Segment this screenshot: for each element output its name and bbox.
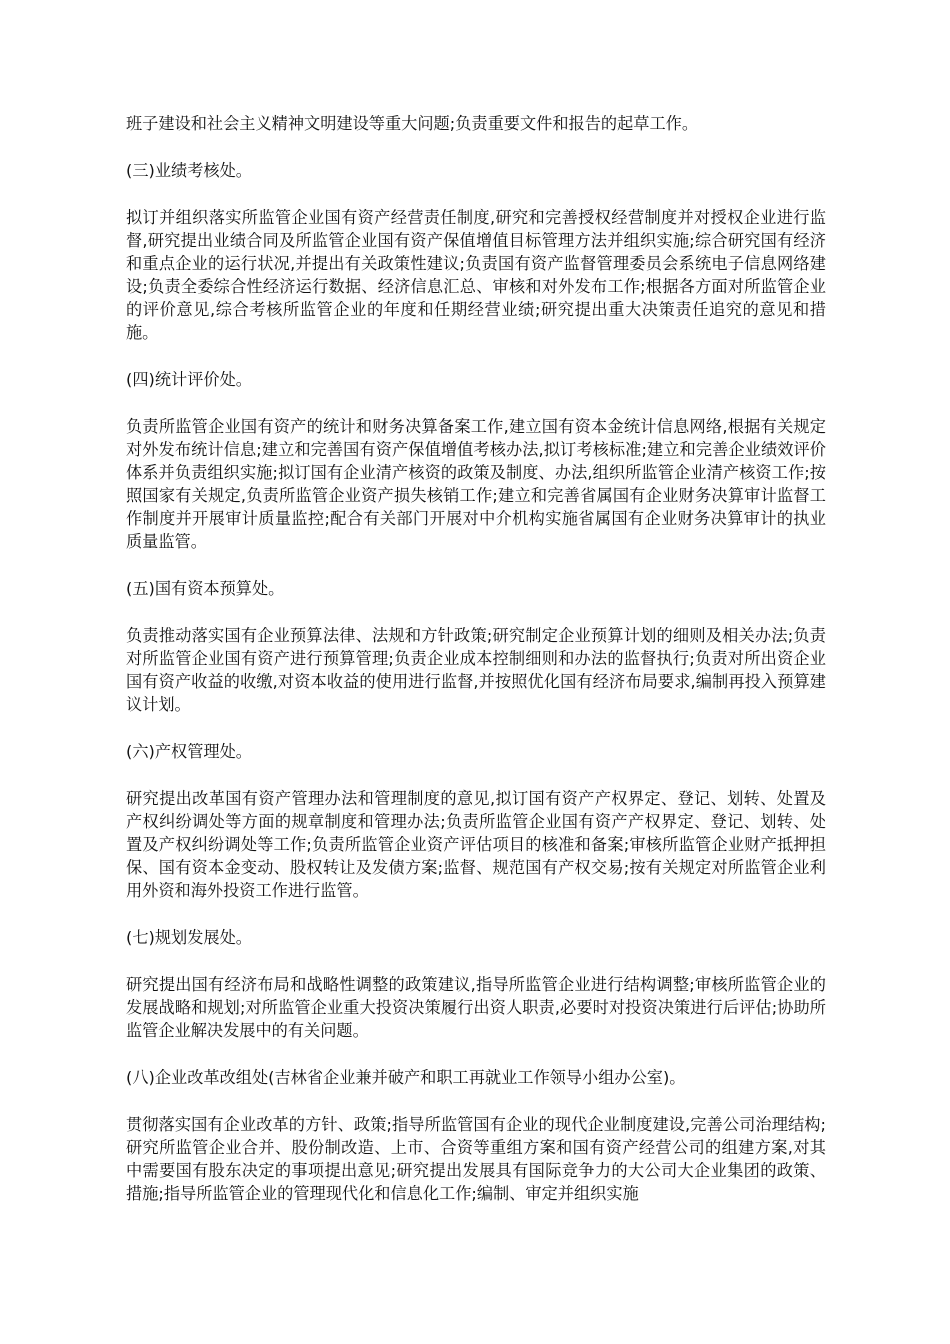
section-body-performance: 拟订并组织落实所监管企业国有资产经营责任制度,研究和完善授权经营制度并对授权企业进行监督,研究提出业绩合同及所监管企业国有资产保值增值目标管理方法并组织实施;综合研究国有经济和重点企业的运行状况,并提出有关政策性建议;负责国有资产监督管理委员会系统电子信息网络建设;负责全委综合性经济运行数据、经济信息汇总、审核和对外发布工作;根据各方面对所监管企业的评价意见,综合考核所监管企业的年度和任期经营业绩;研究提出重大决策责任追究的意见和措施。 <box>126 208 826 342</box>
section-heading-property-rights: (六)产权管理处。 <box>126 742 252 761</box>
section-body-planning: 研究提出国有经济布局和战略性调整的政策建议,指导所监管企业进行结构调整;审核所监管企业的发展战略和规划;对所监管企业重大投资决策履行出资人职责,必要时对投资决策进行后评估;协助所监管企业解决发展中的有关问题。 <box>126 975 826 1040</box>
section-heading-budget: (五)国有资本预算处。 <box>126 579 285 598</box>
section-body-reform: 贯彻落实国有企业改革的方针、政策;指导所监管国有企业的现代企业制度建设,完善公司治理结构;研究所监管企业合并、股份制改造、上市、合资等重组方案和国有资产经营公司的组建方案,对其中需要国有股东决定的事项提出意见;研究提出发展具有国际竞争力的大公司大企业集团的政策、措施;指导所监管企业的管理现代化和信息化工作;编制、审定并组织实施 <box>126 1115 826 1203</box>
section-body-property-rights: 研究提出改革国有资产管理办法和管理制度的意见,拟订国有资产产权界定、登记、划转、处置及产权纠纷调处等方面的规章制度和管理办法;负责所监管企业国有资产产权界定、登记、划转、处置及产权纠纷调处等工作;负责所监管企业资产评估项目的核准和备案;审核所监管企业财产抵押担保、国有资本金变动、股权转让及发债方案;监督、规范国有产权交易;按有关规定对所监管企业利用外资和海外投资工作进行监管。 <box>126 789 826 900</box>
document-page <box>126 112 826 1229</box>
section-heading-planning: (七)规划发展处。 <box>126 928 252 947</box>
section-body-budget: 负责推动落实国有企业预算法律、法规和方针政策;研究制定企业预算计划的细则及相关办法;负责对所监管企业国有资产进行预算管理;负责企业成本控制细则和办法的监督执行;负责对所出资企业国有资产收益的收缴,对资本收益的使用进行监督,并按照优化国有经济布局要求,编制再投入预算建议计划。 <box>126 626 826 714</box>
section-heading-statistics: (四)统计评价处。 <box>126 370 252 389</box>
section-heading-performance: (三)业绩考核处。 <box>126 161 252 180</box>
section-heading-reform: (八)企业改革改组处(吉林省企业兼并破产和职工再就业工作领导小组办公室)。 <box>126 1068 686 1087</box>
section-body-statistics: 负责所监管企业国有资产的统计和财务决算备案工作,建立国有资本金统计信息网络,根据有关规定对外发布统计信息;建立和完善国有资产保值增值考核办法,拟订考核标准;建立和完善企业绩效评价体系并负责组织实施;拟订国有企业清产核资的政策及制度、办法,组织所监管企业清产核资工作;按照国家有关规定,负责所监管企业资产损失核销工作;建立和完善省属国有企业财务决算审计监督工作制度并开展审计质量监控;配合有关部门开展对中介机构实施省属国有企业财务决算审计的执业质量监管。 <box>126 417 826 551</box>
intro-paragraph: 班子建设和社会主义精神文明建设等重大问题;负责重要文件和报告的起草工作。 <box>126 114 699 133</box>
